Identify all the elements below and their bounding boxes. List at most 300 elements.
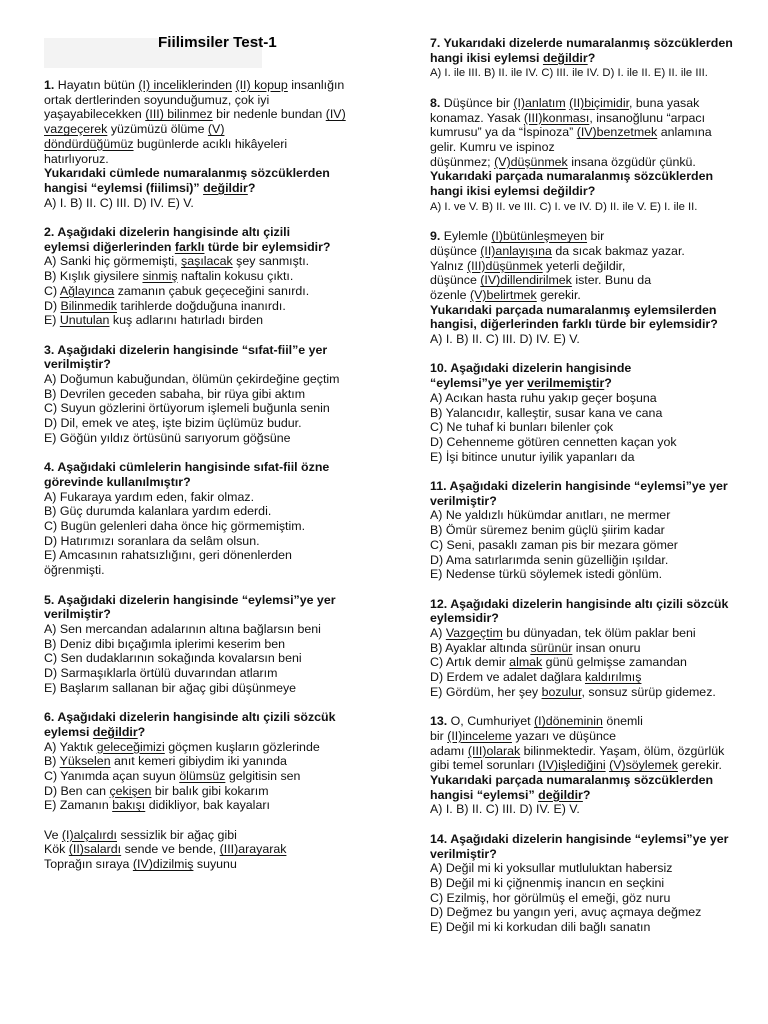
text-segment: verilmiştir? [44, 607, 111, 622]
text-line [44, 225, 396, 240]
text-segment: C) [44, 283, 60, 298]
text-line [430, 714, 766, 729]
text-segment: D) Sarmaşıklarla örtülü duvarından atlarım [44, 666, 278, 681]
underlined-word: çekişen [109, 783, 152, 798]
text-segment: verilmiştir? [430, 493, 497, 508]
text-segment: A) Acıkan hasta ruhu yakıp geçer boşuna [430, 390, 657, 405]
text-segment: ? [137, 724, 146, 739]
underlined-word: (IV)dizilmiş [132, 857, 194, 872]
underlined-word: (III)arayarak [219, 842, 287, 857]
question-block [44, 78, 396, 210]
text-line [430, 199, 766, 215]
text-segment: türde bir eylemsidir? [204, 239, 331, 254]
text-line [44, 93, 396, 108]
text-line [430, 140, 766, 155]
text-segment: Toprağın sıraya [44, 857, 133, 872]
text-segment: C) Sen dudaklarının sokağında kovalarsın beni [44, 651, 302, 666]
text-segment: D) Hatırımızı soranlara da selâm olsun. [44, 533, 260, 548]
text-line [44, 504, 396, 519]
text-line [430, 155, 766, 170]
text-line [430, 229, 766, 244]
question-block [430, 36, 766, 81]
text-line [44, 534, 396, 549]
text-line [44, 828, 396, 843]
text-segment: A) [430, 626, 446, 641]
text-segment: bir [430, 728, 448, 743]
text-line [430, 184, 766, 199]
text-line [44, 842, 396, 857]
text-segment: 12. Aşağıdaki dizelerin hangisinde altı çizili sözcük [430, 596, 729, 611]
text-line [44, 740, 396, 755]
text-line [430, 65, 766, 81]
question-block [430, 597, 766, 700]
text-line [430, 494, 766, 509]
underlined-word: döndürdüğümüz [44, 136, 134, 151]
text-segment: gerekir. [677, 758, 722, 773]
text-line [44, 166, 396, 181]
text-segment: E) Amcasının rahatsızlığını, geri dönenlerden [44, 548, 292, 563]
text-line [430, 125, 766, 140]
text-line [44, 122, 396, 137]
text-segment: A) I. B) II. C) III. D) IV. E) V. [430, 332, 580, 347]
text-line [430, 435, 766, 450]
text-line [430, 36, 766, 51]
question-block [44, 828, 396, 872]
text-segment: E) Başlarım sallanan bir ağaç gibi düşünmeye [44, 680, 297, 695]
text-line [430, 303, 766, 318]
text-line [44, 181, 396, 196]
text-segment: , sonsuz sürüp gidemez. [581, 684, 716, 699]
text-segment: E) Değil mi ki korkudan dili bağlı sanatın [430, 920, 651, 935]
text-segment: 6. Aşağıdaki dizelerin hangisinde altı çizili sözcük [44, 710, 336, 725]
text-segment: C) Bugün gelenleri daha önce hiç görmemiştim. [44, 519, 306, 534]
text-line [430, 876, 766, 891]
text-segment: Yukarıdaki parçada numaralanmış sözcüklerden [430, 773, 714, 788]
text-line [44, 725, 396, 740]
text-segment: E) Gördüm, her şey [430, 684, 542, 699]
text-segment: A) I. ile III. B) II. ile IV. C) III. ile IV. D) I. ile II. E) II. ile III. [430, 67, 708, 80]
text-segment: E) İşi bitince unutur iyilik yapanları da [430, 449, 635, 464]
text-segment: 14. Aşağıdaki dizelerin hangisinde “eylemsi”ye yer [430, 831, 729, 846]
text-segment: A) I. B) II. C) III. D) IV. E) V. [44, 195, 194, 210]
text-line [430, 288, 766, 303]
text-segment: düşünce [430, 273, 481, 288]
text-segment: ? [604, 376, 612, 391]
text-segment: görevinde kullanılmıştır? [44, 474, 191, 489]
underlined-word: (II)salardı [68, 842, 122, 857]
text-line [430, 273, 766, 288]
text-segment: A) Sen mercandan adalarının altına bağlarsın beni [44, 621, 321, 636]
text-segment: verilmiştir? [44, 357, 111, 372]
question-block [44, 593, 396, 696]
text-segment: C) Suyun gözlerini örtüyorum işlemeli buğunla senin [44, 401, 330, 416]
text-segment: da sıcak bakmaz yazar. [551, 243, 685, 258]
question-block [44, 343, 396, 446]
text-segment: insan onuru [572, 640, 641, 655]
text-segment: hangi ikisi eylemsi değildir? [430, 184, 596, 199]
question-block [430, 229, 766, 347]
text-line [44, 681, 396, 696]
text-line [430, 450, 766, 465]
text-segment: E) [44, 313, 60, 328]
text-line [430, 670, 766, 685]
text-segment: ? [582, 787, 591, 802]
text-line [44, 387, 396, 402]
underlined-word: (I)bütünleşmeyen [491, 229, 588, 244]
text-segment: ? [247, 180, 256, 195]
underlined-word: bozulur [541, 684, 582, 699]
text-line [44, 299, 396, 314]
text-segment: C) Seni, pasaklı zaman pis bir mezara gömer [430, 537, 678, 552]
text-line [430, 861, 766, 876]
text-segment: A) Sanki hiç görmemişti, [44, 254, 182, 269]
underlined-word: (III)konması [523, 110, 590, 125]
text-segment: E) Nedense türkü söylemek istedi gönlüm. [430, 567, 663, 582]
underlined-word: ölümsüz [179, 768, 226, 783]
underlined-word: (II)anlayışına [480, 243, 552, 258]
question-block [430, 832, 766, 935]
text-segment: , insanoğlunu “arpacı [589, 110, 706, 125]
text-line [44, 710, 396, 725]
text-segment: 3. Aşağıdaki dizelerin hangisinde “sıfat-fiil”e yer [44, 342, 328, 357]
text-line [44, 548, 396, 563]
text-segment: tarihlerde doğduğuna inanırdı. [117, 298, 286, 313]
text-segment: 8. [430, 95, 444, 110]
underlined-word: (V) [207, 122, 225, 137]
text-segment: Yalnız [430, 258, 467, 273]
text-segment: D) Cehenneme götüren cennetten kaçan yok [430, 434, 677, 449]
underlined-word: Yükselen [59, 754, 111, 769]
left-column [44, 78, 396, 887]
text-segment: A) Doğumun kabuğundan, ölümün çekirdeğine geçtim [44, 372, 340, 387]
text-line [44, 107, 396, 122]
text-line [430, 597, 766, 612]
underlined-word: değildir [542, 50, 588, 65]
text-segment: hangisi “eylemsi (fiilimsi)” [44, 180, 204, 195]
underlined-word: Ağlayınca [59, 283, 115, 298]
text-segment: C) Artık demir [430, 655, 510, 670]
text-segment: konamaz. Yasak [430, 110, 524, 125]
text-segment: 13. [430, 714, 451, 729]
text-line [430, 802, 766, 817]
text-line [44, 622, 396, 637]
text-segment: ister. Bunu da [571, 273, 652, 288]
underlined-word: (IV)dillendirilmek [480, 273, 572, 288]
text-segment: sende ve bende, [121, 842, 220, 857]
text-line [44, 607, 396, 622]
text-line [430, 332, 766, 347]
question-block [430, 479, 766, 582]
underlined-word: (V)belirtmek [469, 287, 537, 302]
text-line [44, 593, 396, 608]
text-line [430, 655, 766, 670]
underlined-word: (II)biçimidir [569, 95, 630, 110]
underlined-word: (IV) [325, 107, 346, 122]
underlined-word: kaldırılmış [584, 670, 642, 685]
text-segment: insana özgüdür çünkü. [567, 154, 696, 169]
text-segment: B) Deniz dibi bıçağımla iplerimi keserim ben [44, 636, 286, 651]
text-segment: özenle [430, 287, 470, 302]
text-segment: B) Ayaklar altında [430, 640, 531, 655]
text-line [44, 269, 396, 284]
text-segment: eylemsi diğerlerinden [44, 239, 175, 254]
question-block [430, 714, 766, 817]
text-line [430, 729, 766, 744]
text-segment: Hayatın bütün [57, 78, 139, 92]
text-line [44, 416, 396, 431]
text-segment: B) Devrilen geceden sabaha, bir rüya gibi aktım [44, 386, 306, 401]
text-segment: verilmiştir? [430, 846, 497, 861]
underlined-word: (I)döneminin [534, 714, 603, 729]
text-line [430, 51, 766, 66]
text-line [430, 391, 766, 406]
text-line [44, 240, 396, 255]
text-segment: 7. Yukarıdaki dizelerde numaralanmış sözcüklerden [430, 36, 733, 50]
text-line [44, 563, 396, 578]
underlined-word: değildir [203, 180, 248, 195]
text-segment: ? [587, 50, 596, 65]
text-segment: bir nedenle bundan [212, 107, 326, 122]
text-line [430, 905, 766, 920]
text-line [430, 259, 766, 274]
text-line [44, 254, 396, 269]
underlined-word: geleceğimizi [96, 739, 165, 754]
text-segment: kuş adlarını hatırladı birden [109, 313, 264, 328]
text-segment: zamanın çabuk geçeceğini sanırdı. [114, 283, 310, 298]
text-segment: yaşayabilecekken [44, 107, 146, 122]
text-segment: D) [44, 298, 61, 313]
text-segment: B) [44, 754, 60, 769]
text-segment: Yukarıdaki cümlede numaralanmış sözcüklerden [44, 166, 330, 181]
text-segment: B) Yalancıdır, kalleştir, susar kana ve cana [430, 405, 663, 420]
text-segment: E) Zamanın [44, 798, 113, 813]
underlined-word: bakışı [112, 798, 146, 813]
text-segment: B) Değil mi ki çiğnenmiş inancın en seçkini [430, 875, 665, 890]
underlined-word: değildir [538, 787, 583, 802]
text-line [44, 137, 396, 152]
text-line [44, 784, 396, 799]
text-line [44, 78, 396, 93]
text-segment: A) Ne yaldızlı hükümdar anıtları, ne mermer [430, 508, 671, 523]
underlined-word: sinmiş [142, 269, 178, 284]
text-segment: D) Erdem ve adalet dağlara [430, 670, 585, 685]
text-segment: didikliyor, bak kayaları [145, 798, 270, 813]
underlined-word: Unutulan [59, 313, 110, 328]
underlined-word: (V)düşünmek [494, 154, 568, 169]
underlined-word: (III)olarak [467, 743, 521, 758]
text-line [44, 152, 396, 167]
text-segment: gelgitisin sen [225, 768, 301, 783]
text-segment: Yukarıdaki parçada numaralanmış sözcüklerden [430, 169, 714, 184]
underlined-word: (IV)işlediğini [538, 758, 606, 773]
text-segment: yeterli değildir, [542, 258, 626, 273]
text-segment: 9. [430, 229, 444, 244]
text-segment: , buna yasak [629, 95, 700, 110]
text-segment: sessizlik bir ağaç gibi [117, 827, 237, 842]
text-line [430, 111, 766, 126]
text-line [44, 196, 396, 211]
text-line [44, 651, 396, 666]
text-segment: A) I. ve V. B) II. ve III. C) I. ve IV. D) II. ile V. E) I. ile II. [430, 200, 698, 213]
text-segment: C) Ezilmiş, hor görülmüş el emeği, göz nuru [430, 890, 671, 905]
text-line [44, 769, 396, 784]
text-line [44, 857, 396, 872]
text-line [44, 490, 396, 505]
text-line [430, 406, 766, 421]
question-block [44, 225, 396, 328]
text-segment: A) I. B) II. C) III. D) IV. E) V. [430, 802, 580, 817]
text-line [44, 519, 396, 534]
text-line [44, 284, 396, 299]
text-segment: Düşünce bir [443, 95, 514, 110]
text-line [430, 508, 766, 523]
text-line [430, 891, 766, 906]
underlined-word: (II)inceleme [447, 728, 512, 743]
text-segment: eylemsi [44, 724, 93, 739]
text-segment: Eylemle [443, 229, 492, 244]
underlined-word: Bilinmedik [60, 298, 117, 313]
text-line [430, 317, 766, 332]
text-segment: anıt kemeri gibiydim iki yanında [110, 754, 287, 769]
text-segment: Ve [44, 827, 62, 842]
text-segment: düşünce [430, 243, 481, 258]
text-line [430, 788, 766, 803]
underlined-word: Vazgeçtim [445, 626, 503, 641]
text-segment: A) Fukaraya yardım eden, fakir olmaz. [44, 489, 255, 504]
text-segment: Yukarıdaki parçada numaralanmış eylemsilerden [430, 302, 717, 317]
text-line [430, 847, 766, 862]
text-segment: şey sanmıştı. [232, 254, 310, 269]
text-line [44, 372, 396, 387]
text-line [44, 637, 396, 652]
page-title: Fiilimsiler Test-1 [158, 34, 277, 51]
text-line [430, 685, 766, 700]
text-line [430, 641, 766, 656]
underlined-word: değildir [92, 724, 138, 739]
question-block [430, 361, 766, 464]
text-segment: gerekir. [536, 287, 581, 302]
underlined-word: (III) bilinmez [145, 107, 213, 122]
question-block [44, 460, 396, 578]
underlined-word: (II) kopup [235, 78, 288, 92]
text-line [430, 611, 766, 626]
text-segment: gibi temel sorunları [430, 758, 539, 773]
text-line [430, 376, 766, 391]
text-line [430, 244, 766, 259]
text-segment: bir [587, 229, 605, 244]
text-line [430, 567, 766, 582]
text-segment: D) Değmez bu yangın yeri, avuç açmaya değmez [430, 905, 702, 920]
text-segment: D) Ama satırlarımda senin güzelliğin ışıldar. [430, 552, 669, 567]
text-segment: yüzümüzü ölüme [107, 122, 208, 137]
text-segment: bir balık gibi kokarım [151, 783, 269, 798]
underlined-word: (I)anlatım [513, 95, 566, 110]
underlined-word: şaşılacak [181, 254, 233, 269]
text-segment: göçmen kuşların gözlerinde [164, 739, 320, 754]
text-segment: insanlığın [287, 78, 345, 92]
text-segment: hangi ikisi eylemsi [430, 50, 543, 65]
text-line [430, 538, 766, 553]
text-segment: günü gelmişse zamandan [542, 655, 687, 670]
text-line [44, 754, 396, 769]
text-segment: 5. Aşağıdaki dizelerin hangisinde “eylemsi”ye yer [44, 592, 336, 607]
text-line [44, 357, 396, 372]
text-segment: 1. [44, 78, 58, 92]
text-segment: yazarı ve düşünce [511, 728, 616, 743]
text-segment: 4. Aşağıdaki cümlelerin hangisinde sıfat-fiil özne [44, 460, 330, 475]
text-segment: anlamına [657, 125, 712, 140]
text-segment: hatırlıyoruz. [44, 151, 109, 166]
text-line [44, 666, 396, 681]
underlined-word: almak [509, 655, 543, 670]
text-segment: 11. Aşağıdaki dizelerin hangisinde “eylemsi”ye yer [430, 479, 728, 494]
underlined-word: (IV)benzetmek [576, 125, 658, 140]
text-line [430, 920, 766, 935]
text-line [430, 361, 766, 376]
text-line [44, 475, 396, 490]
text-line [430, 758, 766, 773]
text-segment: öğrenmişti. [44, 563, 105, 578]
underlined-word: (I) inceliklerinden [138, 78, 233, 92]
text-segment: suyunu [193, 857, 237, 872]
question-block [430, 96, 766, 215]
text-segment: 2. Aşağıdaki dizelerin hangisinde altı çizili [44, 225, 291, 240]
text-line [44, 460, 396, 475]
text-line [430, 553, 766, 568]
underlined-word: (I)alçalırdı [61, 827, 118, 842]
text-segment: adamı [430, 743, 468, 758]
text-line [44, 401, 396, 416]
text-segment: C) Yanımda açan suyun [44, 768, 180, 783]
text-segment: hangisi, diğerlerinden farklı türde bir eylemsidir? [430, 317, 718, 332]
text-segment: kumrusu” ya da “İspinoza” [430, 125, 577, 140]
text-line [430, 523, 766, 538]
text-segment: B) Ömür süremez benim güçlü şiirim kadar [430, 523, 665, 538]
text-segment: eylemsidir? [430, 611, 499, 626]
text-line [44, 343, 396, 358]
text-line [430, 626, 766, 641]
text-line [430, 96, 766, 111]
text-segment: A) Yaktık [44, 739, 97, 754]
text-segment: önemli [602, 714, 643, 729]
text-segment: düşünmez; [430, 154, 495, 169]
underlined-word: farklı [174, 239, 205, 254]
text-segment: hangisi “eylemsi” [430, 787, 539, 802]
text-segment: gelir. Kumru ve ispinoz [430, 139, 555, 154]
underlined-word: verilmemiştir [527, 376, 605, 391]
text-line [44, 798, 396, 813]
text-line [44, 431, 396, 446]
text-line [430, 479, 766, 494]
text-segment: bilinmektedir. Yaşam, ölüm, özgürlük [520, 743, 725, 758]
text-line [430, 169, 766, 184]
text-segment: naftalin kokusu çıktı. [177, 269, 294, 284]
text-line [430, 773, 766, 788]
underlined-word: (III)düşünmek [466, 258, 543, 273]
underlined-word: vazgeçerek [44, 122, 108, 137]
text-segment: E) Göğün yıldız örtüsünü sarıyorum göğsüne [44, 430, 291, 445]
underlined-word: (V)söylemek [609, 758, 678, 773]
text-segment: B) Kışlık giysilere [44, 269, 143, 284]
text-line [430, 744, 766, 759]
text-segment: A) Değil mi ki yoksullar mutluluktan habersiz [430, 861, 673, 876]
underlined-word: sürünür [530, 640, 573, 655]
text-segment: 10. Aşağıdaki dizelerin hangisinde [430, 361, 632, 376]
text-segment: Kök [44, 842, 69, 857]
text-line [44, 313, 396, 328]
text-segment: O, Cumhuriyet [450, 714, 534, 729]
right-column [430, 36, 766, 949]
